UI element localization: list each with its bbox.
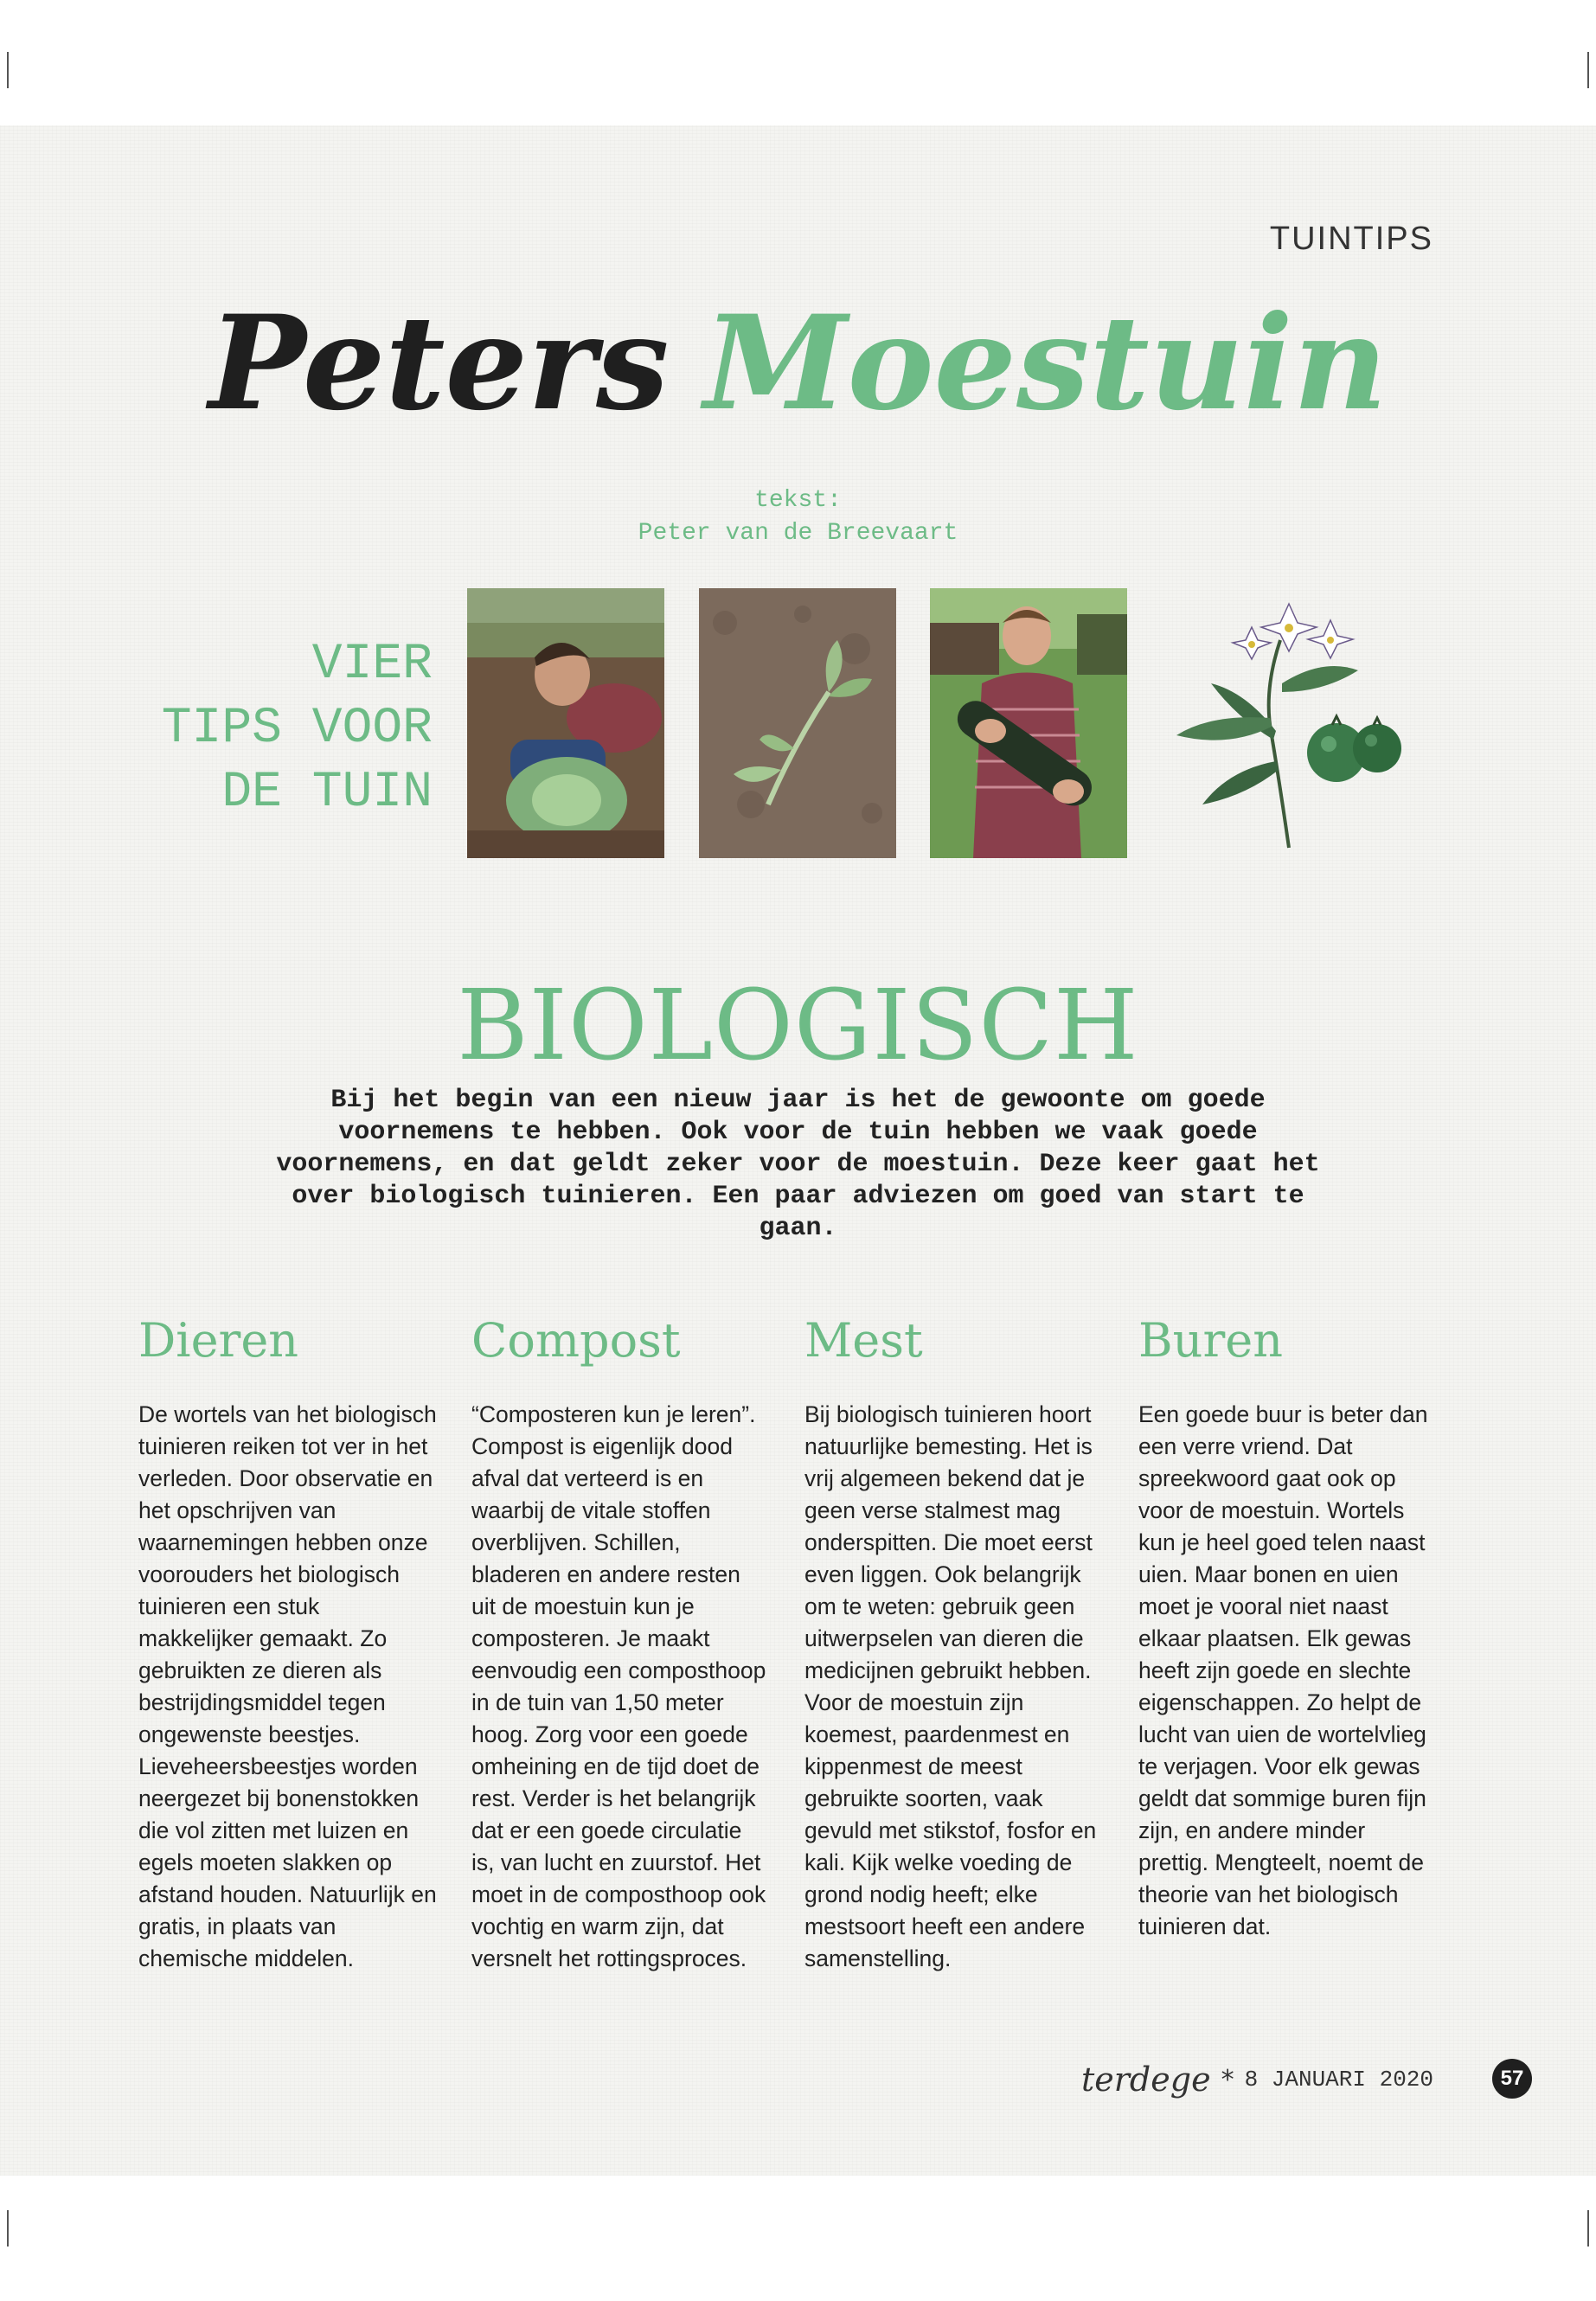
intro-paragraph: Bij het begin van een nieuw jaar is het de gewoonte om goede voornemens te hebben. Ook voor de tuin hebben we vaak goede voornemens, en dat geldt zeker voor de moestuin. Deze keer gaat het over biologisch tuinieren. Een paar adviezen om goed van start te gaan. <box>276 1086 1320 1243</box>
tips-line-3: DE TUIN <box>221 765 433 821</box>
byline-author: Peter van de Breevaart <box>638 520 958 547</box>
photo-planting <box>467 588 664 858</box>
column-body: Bij biologisch tuinieren hoort natuurlijke bemesting. Het is vrij algemeen bekend dat je geen verse stalmest mag onderspitten. Die moet eerst even liggen. Ook belangrijk om te weten: gebruik geen uitwerpselen van dieren die medicijnen gebruikt hebben. Voor de moestuin zijn koemest, paardenmest en kippenmest de meest gebruikte soorten, vaak gevuld met stikstof, fosfor en kali. Kijk welke voeding de grond nodig heeft; elke mestsoort heeft een andere samenstelling. <box>804 1401 1097 1972</box>
tips-line-2: TIPS VOOR <box>161 701 433 757</box>
column-heading: Compost <box>471 1313 681 1368</box>
column-body: “Composteren kun je leren”. Compost is eigenlijk dood afval dat verteerd is en waarbij de vitale stoffen overblijven. Schillen, bladeren en andere resten uit de moestuin kun je composteren. Je maakt eenvoudig een composthoop in de tuin van 1,50 meter hoog. Zorg voor een goede omheining en de tijd doet de rest. Verder is het belangrijk dat er een goede circulatie is, van lucht en zuurstof. Het moet in de composthoop ook vochtig en warm zijn, dat versnelt het rottingsproces. <box>471 1401 766 1972</box>
article-column-buren <box>1138 1315 1437 1943</box>
title-word-peters: Peters <box>208 287 670 439</box>
page-title <box>0 287 1596 439</box>
byline-label: tekst: <box>754 487 842 514</box>
column-heading: Buren <box>1138 1313 1284 1368</box>
tips-line-1: VIER <box>311 637 433 693</box>
crop-mark-top-right <box>1587 52 1589 88</box>
article-column-mest <box>804 1315 1103 1975</box>
column-heading: Dieren <box>138 1313 299 1368</box>
photo-zucchini <box>930 588 1127 858</box>
article-column-dieren <box>138 1315 437 1975</box>
tomato-plant-illustration <box>1159 588 1419 856</box>
column-body: De wortels van het biologisch tuinieren reiken tot ver in het verleden. Door observatie en het opschrijven van waarnemingen hebben onze voorouders het biologisch tuinieren een stuk makkelijker gemaakt. Zo gebruikten ze dieren als bestrijdingsmiddel tegen ongewenste beestjes. Lieveheersbeestjes worden neergezet bij bonenstokken die vol zitten met luizen en egels moeten slakken op afstand houden. Natuurlijk en gratis, in plaats van chemische middelen. <box>138 1401 437 1972</box>
title-word-moestuin: Moestuin <box>703 287 1388 439</box>
column-heading: Mest <box>804 1313 923 1368</box>
crop-mark-bottom-left <box>7 2210 9 2247</box>
separator-icon: * <box>1221 2064 1234 2095</box>
magazine-brand: terdege <box>1081 2061 1211 2099</box>
section-label: TUINTIPS <box>1269 221 1433 257</box>
page-number: 57 <box>1492 2059 1532 2099</box>
headline: BIOLOGISCH <box>457 970 1139 1082</box>
issue-date: 8 JANUARI 2020 <box>1244 2067 1433 2093</box>
article-column-compost <box>471 1315 770 1975</box>
photo-seedling <box>699 588 896 858</box>
crop-mark-bottom-right <box>1587 2210 1589 2247</box>
crop-mark-top-left <box>7 52 9 88</box>
column-body: Een goede buur is beter dan een verre vriend. Dat spreekwoord gaat ook op voor de moestuin. Wortels kun je heel goed telen naast uien. Maar bonen en uien moet je vooral niet naast elkaar plaatsen. Elk gewas heeft zijn goede en slechte eigenschappen. Zo helpt de lucht van uien de wortelvlieg te verjagen. Voor elk gewas geldt dat sommige buren fijn zijn, en andere minder prettig. Mengteelt, noemt de theorie van het biologisch tuinieren dat. <box>1138 1401 1428 1940</box>
byline <box>0 484 1596 550</box>
page-footer <box>1081 2061 1433 2099</box>
tips-label <box>104 633 433 825</box>
